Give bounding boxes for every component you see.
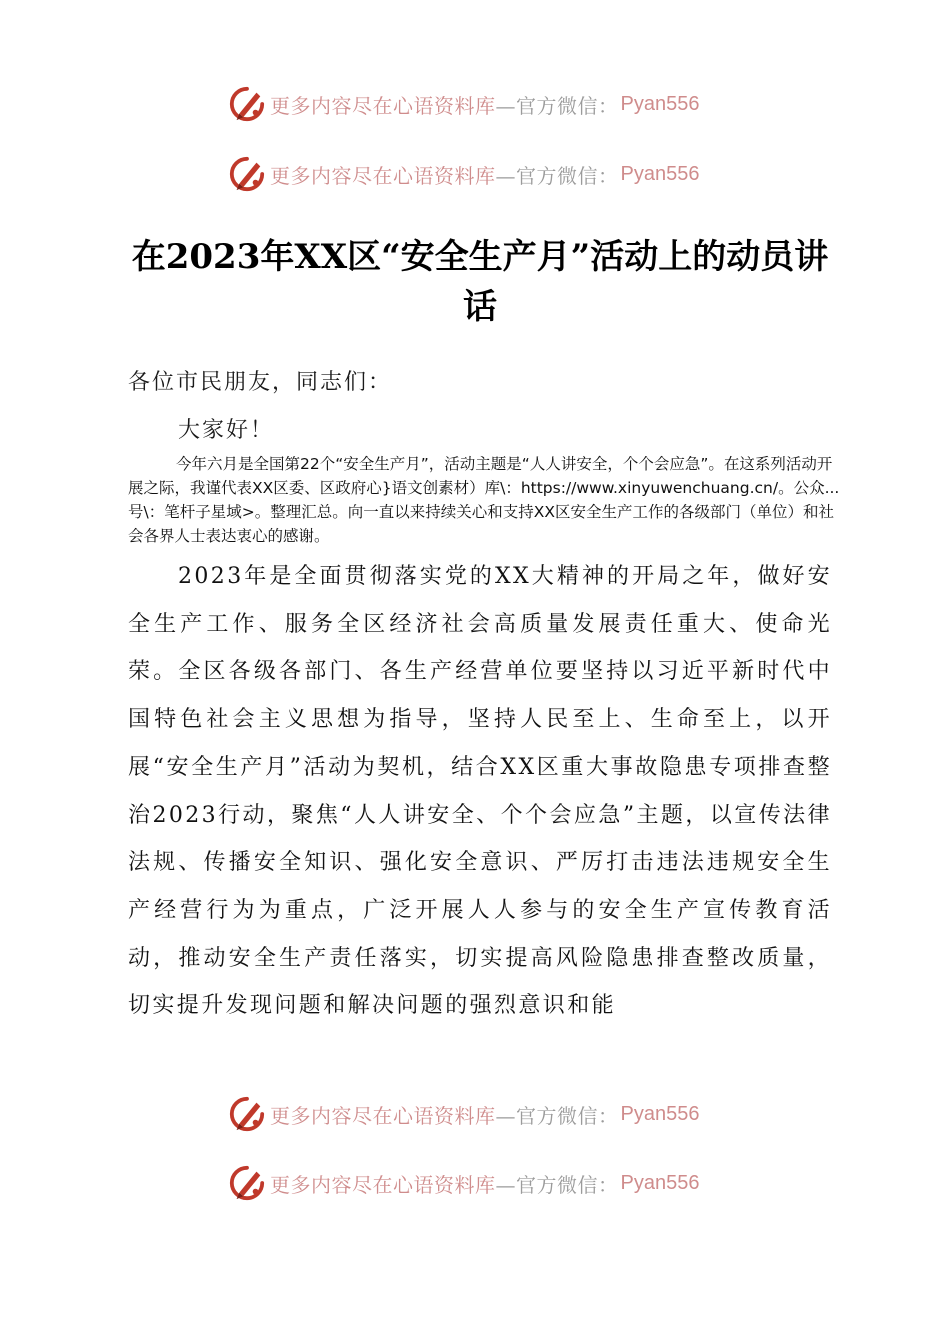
hello-line: 大家好！ — [178, 418, 275, 443]
watermark-wechat-id: Pyan556 — [620, 1171, 700, 1194]
body-paragraph: 2023年是全面贯彻落实党的XX大精神的开局之年，做好安全生产工作、服务全区经济社会高质量发展责任重大、使命光荣。全区各级各部门、各生产经营单位要坚持以习近平新时代中国特色社会主义思想为指导，坚持人民至上、生命至上，以开展“安全生产月”活动为契机，结合XX区重大事故隐患专项排查整治2023行动，聚焦“人人讲安全、个个会应急”主题，以宣传法律法规、传播安全知识、强化安全意识、严厉打击违法违规安全生产经营行为为重点，广泛开展人人参与的安全生产宣传教育活动，推动安全生产责任落实，切实提高风险隐患排查整改质量，切实提升发现问题和解决问题的强烈意识和能 — [128, 564, 832, 1019]
document-title: 在2023年XX区“安全生产月”活动上的动员讲话 — [131, 237, 829, 327]
watermark-text: 更多内容尽在心语资料库 — [270, 93, 496, 118]
intro-paragraph: 今年六月是全国第22个“安全生产月”，活动主题是“人人讲安全，个个会应急”。在这系列活动开展之际，我谨代表XX区委、区政府心}语文创素材）库\：https://www.xinyuwenchuang.cn/。公众...号\：笔杆子星域>。整理汇总。向一直以来持续关心和支持XX区安全生产工作的各级部门（单位）和社会各界人士表达衷心的感谢。 — [128, 455, 840, 545]
watermark-separator: —官方微信： — [495, 163, 619, 188]
watermark-banner — [228, 1163, 699, 1203]
watermark-text: 更多内容尽在心语资料库 — [270, 1103, 496, 1128]
greeting-line: 各位市民朋友，同志们： — [128, 370, 393, 395]
watermark-text: 更多内容尽在心语资料库 — [270, 1172, 496, 1197]
watermark-wechat-id: Pyan556 — [620, 1102, 700, 1125]
watermark-wechat-id: Pyan556 — [620, 162, 700, 185]
watermark-banner — [228, 84, 699, 124]
watermark-text: 更多内容尽在心语资料库 — [270, 163, 496, 188]
watermark-wechat-id: Pyan556 — [620, 92, 700, 115]
pen-logo-icon — [228, 155, 266, 193]
pen-logo-icon — [228, 1164, 266, 1202]
pen-logo-icon — [228, 1095, 266, 1133]
watermark-separator: —官方微信： — [495, 1172, 619, 1197]
watermark-separator: —官方微信： — [495, 93, 619, 118]
pen-logo-icon — [228, 85, 266, 123]
watermark-banner — [228, 154, 699, 194]
watermark-banner — [228, 1094, 699, 1134]
watermark-separator: —官方微信： — [495, 1103, 619, 1128]
